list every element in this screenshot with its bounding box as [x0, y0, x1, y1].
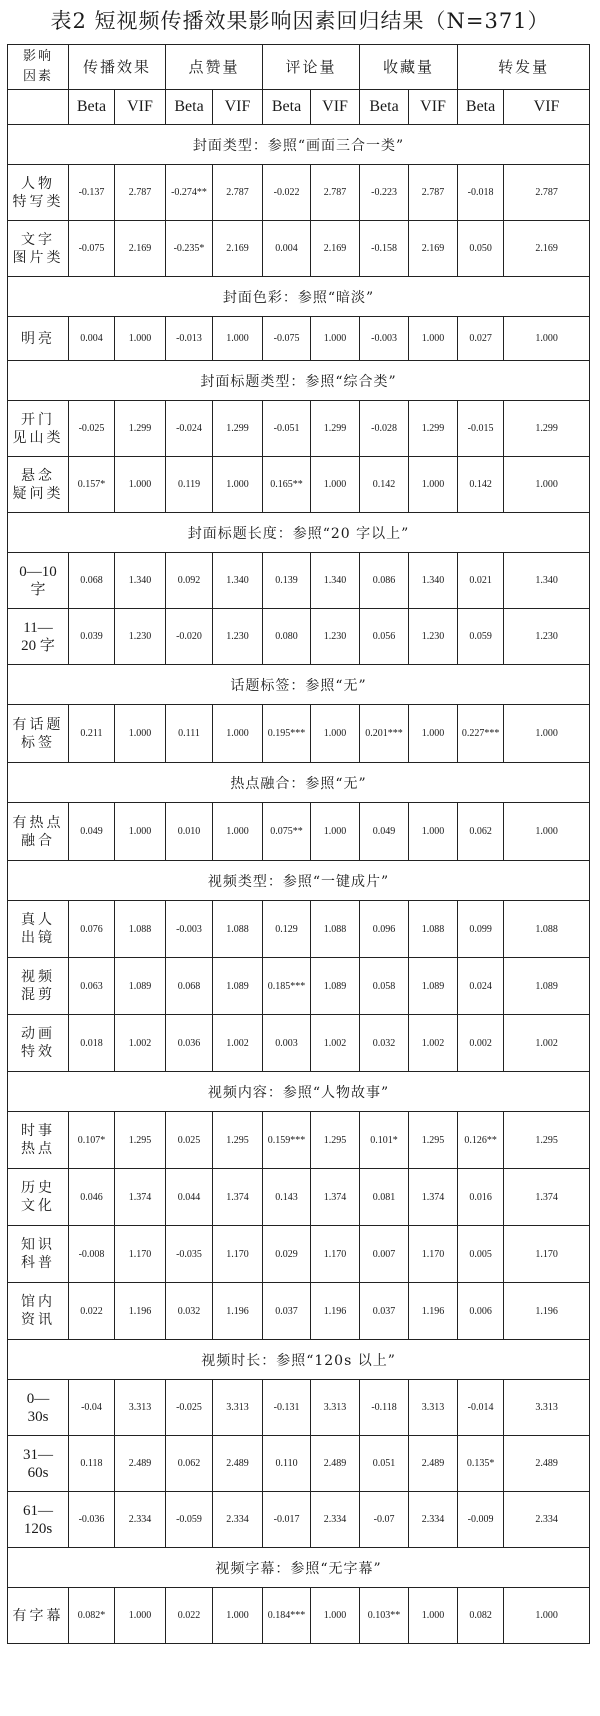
beta-cell: 0.075** [263, 803, 311, 861]
beta-cell: -0.118 [360, 1380, 409, 1436]
vif-cell: 1.000 [213, 317, 263, 361]
beta-cell: -0.036 [69, 1492, 115, 1548]
vif-cell: 1.170 [504, 1226, 590, 1283]
vif-cell: 1.295 [311, 1112, 360, 1169]
beta-cell: -0.051 [263, 401, 311, 457]
table-row [8, 401, 590, 457]
beta-cell: -0.158 [360, 221, 409, 277]
beta-cell: 0.096 [360, 901, 409, 958]
beta-cell: 0.103** [360, 1588, 409, 1644]
beta-cell: 0.037 [263, 1283, 311, 1340]
vif-cell: 1.295 [213, 1112, 263, 1169]
section-row [8, 277, 590, 317]
vif-cell: 1.088 [409, 901, 458, 958]
factor-label: 悬念 疑问类 [8, 457, 69, 513]
header-row-subcols [8, 90, 590, 125]
section-row [8, 1548, 590, 1588]
beta-cell: -0.008 [69, 1226, 115, 1283]
table-row [8, 1015, 590, 1072]
beta-cell: 0.126** [458, 1112, 504, 1169]
blank-header-cell [8, 90, 69, 125]
section-label: 视频类型：参照“一键成片” [8, 861, 590, 901]
beta-cell: -0.223 [360, 165, 409, 221]
vif-cell: 1.299 [409, 401, 458, 457]
vif-cell: 1.295 [115, 1112, 166, 1169]
vif-cell: 2.787 [213, 165, 263, 221]
table-row [8, 1283, 590, 1340]
vif-cell: 3.313 [409, 1380, 458, 1436]
vif-cell: 1.000 [504, 1588, 590, 1644]
vif-cell: 3.313 [213, 1380, 263, 1436]
beta-cell: 0.063 [69, 958, 115, 1015]
group-header: 收藏量 [360, 45, 458, 90]
vif-cell: 1.000 [409, 457, 458, 513]
vif-cell: 2.334 [213, 1492, 263, 1548]
vif-cell: 1.230 [311, 609, 360, 665]
beta-cell: -0.024 [166, 401, 213, 457]
beta-header: Beta [69, 90, 115, 125]
beta-cell: 0.050 [458, 221, 504, 277]
beta-cell: 0.195*** [263, 705, 311, 763]
vif-cell: 1.002 [409, 1015, 458, 1072]
beta-cell: 0.118 [69, 1436, 115, 1492]
beta-cell: -0.274** [166, 165, 213, 221]
table-row [8, 901, 590, 958]
beta-header: Beta [166, 90, 213, 125]
factor-label: 明亮 [8, 317, 69, 361]
beta-cell: 0.003 [263, 1015, 311, 1072]
beta-header: Beta [360, 90, 409, 125]
beta-cell: 0.024 [458, 958, 504, 1015]
beta-cell: -0.137 [69, 165, 115, 221]
beta-cell: 0.046 [69, 1169, 115, 1226]
beta-cell: 0.142 [360, 457, 409, 513]
vif-cell: 1.000 [115, 1588, 166, 1644]
beta-cell: 0.027 [458, 317, 504, 361]
table-row [8, 1588, 590, 1644]
vif-cell: 2.334 [504, 1492, 590, 1548]
section-row [8, 361, 590, 401]
beta-cell: 0.129 [263, 901, 311, 958]
vif-cell: 1.230 [504, 609, 590, 665]
section-row [8, 861, 590, 901]
vif-cell: 1.089 [409, 958, 458, 1015]
beta-cell: 0.201*** [360, 705, 409, 763]
group-header: 点赞量 [166, 45, 263, 90]
vif-header: VIF [115, 90, 166, 125]
beta-cell: 0.082* [69, 1588, 115, 1644]
vif-header: VIF [311, 90, 360, 125]
table-body [8, 45, 590, 1644]
vif-cell: 2.489 [504, 1436, 590, 1492]
beta-cell: 0.044 [166, 1169, 213, 1226]
section-label: 热点融合：参照“无” [8, 763, 590, 803]
vif-cell: 1.374 [504, 1169, 590, 1226]
beta-cell: 0.025 [166, 1112, 213, 1169]
section-label: 封面标题类型：参照“综合类” [8, 361, 590, 401]
table-row [8, 165, 590, 221]
regression-table [7, 44, 590, 1644]
section-row [8, 1072, 590, 1112]
beta-cell: 0.101* [360, 1112, 409, 1169]
beta-cell: 0.143 [263, 1169, 311, 1226]
beta-cell: 0.004 [263, 221, 311, 277]
vif-cell: 1.000 [311, 803, 360, 861]
table-row [8, 1380, 590, 1436]
vif-cell: 1.000 [213, 457, 263, 513]
beta-cell: 0.021 [458, 553, 504, 609]
beta-cell: 0.059 [458, 609, 504, 665]
factor-label: 馆内 资讯 [8, 1283, 69, 1340]
group-header: 传播效果 [69, 45, 166, 90]
vif-cell: 3.313 [311, 1380, 360, 1436]
vif-cell: 1.299 [311, 401, 360, 457]
beta-cell: 0.080 [263, 609, 311, 665]
vif-cell: 1.295 [409, 1112, 458, 1169]
vif-cell: 2.489 [115, 1436, 166, 1492]
vif-cell: 1.170 [409, 1226, 458, 1283]
section-row [8, 125, 590, 165]
factor-label: 文字 图片类 [8, 221, 69, 277]
vif-cell: 1.002 [504, 1015, 590, 1072]
section-row [8, 665, 590, 705]
table-row [8, 553, 590, 609]
vif-cell: 1.000 [409, 705, 458, 763]
beta-cell: 0.139 [263, 553, 311, 609]
beta-cell: -0.017 [263, 1492, 311, 1548]
vif-cell: 1.000 [115, 705, 166, 763]
beta-cell: 0.010 [166, 803, 213, 861]
vif-cell: 2.787 [409, 165, 458, 221]
section-label: 视频字幕：参照“无字幕” [8, 1548, 590, 1588]
section-label: 视频内容：参照“人物故事” [8, 1072, 590, 1112]
vif-cell: 1.000 [504, 317, 590, 361]
beta-cell: 0.107* [69, 1112, 115, 1169]
beta-cell: -0.003 [360, 317, 409, 361]
beta-cell: -0.07 [360, 1492, 409, 1548]
table-row [8, 1169, 590, 1226]
beta-cell: 0.142 [458, 457, 504, 513]
section-row [8, 1340, 590, 1380]
beta-cell: 0.036 [166, 1015, 213, 1072]
factor-label: 动画 特效 [8, 1015, 69, 1072]
section-label: 封面类型：参照“画面三合一类” [8, 125, 590, 165]
beta-cell: 0.211 [69, 705, 115, 763]
vif-cell: 1.000 [409, 317, 458, 361]
vif-cell: 1.230 [213, 609, 263, 665]
beta-cell: 0.185*** [263, 958, 311, 1015]
vif-cell: 1.000 [213, 803, 263, 861]
group-header: 评论量 [263, 45, 360, 90]
vif-cell: 1.295 [504, 1112, 590, 1169]
vif-cell: 1.000 [409, 803, 458, 861]
beta-cell: -0.235* [166, 221, 213, 277]
vif-cell: 2.334 [311, 1492, 360, 1548]
vif-cell: 2.334 [409, 1492, 458, 1548]
vif-cell: 1.000 [311, 1588, 360, 1644]
beta-cell: -0.003 [166, 901, 213, 958]
section-label: 视频时长：参照“120s 以上” [8, 1340, 590, 1380]
vif-cell: 1.000 [409, 1588, 458, 1644]
vif-cell: 2.489 [213, 1436, 263, 1492]
beta-cell: 0.058 [360, 958, 409, 1015]
vif-header: VIF [213, 90, 263, 125]
beta-cell: 0.002 [458, 1015, 504, 1072]
vif-cell: 1.000 [213, 705, 263, 763]
table-row [8, 958, 590, 1015]
beta-cell: 0.029 [263, 1226, 311, 1283]
vif-cell: 1.000 [504, 457, 590, 513]
vif-cell: 1.374 [213, 1169, 263, 1226]
beta-cell: 0.099 [458, 901, 504, 958]
table-row [8, 705, 590, 763]
beta-cell: 0.016 [458, 1169, 504, 1226]
vif-cell: 1.088 [213, 901, 263, 958]
group-header: 转发量 [458, 45, 590, 90]
vif-cell: 2.169 [115, 221, 166, 277]
vif-cell: 1.299 [504, 401, 590, 457]
beta-cell: 0.157* [69, 457, 115, 513]
vif-cell: 1.000 [115, 803, 166, 861]
vif-cell: 1.088 [115, 901, 166, 958]
beta-cell: 0.037 [360, 1283, 409, 1340]
beta-cell: -0.025 [69, 401, 115, 457]
vif-cell: 1.000 [115, 457, 166, 513]
vif-cell: 1.170 [115, 1226, 166, 1283]
beta-cell: -0.018 [458, 165, 504, 221]
vif-cell: 3.313 [504, 1380, 590, 1436]
factor-label: 视频 混剪 [8, 958, 69, 1015]
beta-cell: -0.015 [458, 401, 504, 457]
beta-header: Beta [458, 90, 504, 125]
vif-cell: 2.169 [504, 221, 590, 277]
beta-cell: 0.076 [69, 901, 115, 958]
vif-cell: 1.089 [115, 958, 166, 1015]
vif-cell: 1.088 [504, 901, 590, 958]
beta-cell: -0.028 [360, 401, 409, 457]
beta-cell: 0.227*** [458, 705, 504, 763]
vif-header: VIF [504, 90, 590, 125]
beta-header: Beta [263, 90, 311, 125]
vif-cell: 1.340 [409, 553, 458, 609]
beta-cell: 0.062 [458, 803, 504, 861]
beta-cell: 0.110 [263, 1436, 311, 1492]
beta-cell: 0.022 [69, 1283, 115, 1340]
vif-cell: 1.340 [115, 553, 166, 609]
beta-cell: 0.056 [360, 609, 409, 665]
beta-cell: 0.049 [360, 803, 409, 861]
vif-cell: 1.002 [311, 1015, 360, 1072]
table-row [8, 1436, 590, 1492]
vif-cell: 1.089 [504, 958, 590, 1015]
beta-cell: -0.075 [263, 317, 311, 361]
factor-label: 真人 出镜 [8, 901, 69, 958]
factor-label: 人物 特写类 [8, 165, 69, 221]
factor-label: 有字幕 [8, 1588, 69, 1644]
table-row [8, 457, 590, 513]
beta-cell: 0.049 [69, 803, 115, 861]
beta-cell: 0.018 [69, 1015, 115, 1072]
vif-cell: 1.089 [213, 958, 263, 1015]
vif-cell: 1.374 [311, 1169, 360, 1226]
vif-cell: 1.196 [115, 1283, 166, 1340]
vif-cell: 1.000 [311, 457, 360, 513]
vif-cell: 2.489 [311, 1436, 360, 1492]
beta-cell: 0.135* [458, 1436, 504, 1492]
beta-cell: 0.062 [166, 1436, 213, 1492]
beta-cell: -0.04 [69, 1380, 115, 1436]
section-row [8, 513, 590, 553]
beta-cell: 0.005 [458, 1226, 504, 1283]
vif-cell: 1.196 [504, 1283, 590, 1340]
factor-label: 历史 文化 [8, 1169, 69, 1226]
vif-cell: 1.088 [311, 901, 360, 958]
factor-label: 11— 20 字 [8, 609, 69, 665]
beta-cell: 0.082 [458, 1588, 504, 1644]
vif-cell: 1.340 [213, 553, 263, 609]
vif-cell: 1.170 [213, 1226, 263, 1283]
table-row [8, 1112, 590, 1169]
vif-cell: 1.000 [504, 705, 590, 763]
vif-cell: 1.000 [213, 1588, 263, 1644]
vif-header: VIF [409, 90, 458, 125]
beta-cell: 0.111 [166, 705, 213, 763]
factor-label: 0—10 字 [8, 553, 69, 609]
beta-cell: -0.035 [166, 1226, 213, 1283]
vif-cell: 2.169 [311, 221, 360, 277]
vif-cell: 1.374 [409, 1169, 458, 1226]
factor-label: 开门 见山类 [8, 401, 69, 457]
vif-cell: 1.196 [409, 1283, 458, 1340]
table-row [8, 1226, 590, 1283]
beta-cell: 0.032 [360, 1015, 409, 1072]
beta-cell: 0.004 [69, 317, 115, 361]
factor-label: 61— 120s [8, 1492, 69, 1548]
beta-cell: -0.009 [458, 1492, 504, 1548]
beta-cell: 0.007 [360, 1226, 409, 1283]
factor-label: 有话题 标签 [8, 705, 69, 763]
beta-cell: 0.165** [263, 457, 311, 513]
beta-cell: 0.068 [69, 553, 115, 609]
beta-cell: -0.059 [166, 1492, 213, 1548]
vif-cell: 1.000 [115, 317, 166, 361]
vif-cell: 2.787 [115, 165, 166, 221]
factor-label: 有热点 融合 [8, 803, 69, 861]
beta-cell: -0.022 [263, 165, 311, 221]
section-label: 话题标签：参照“无” [8, 665, 590, 705]
section-row [8, 763, 590, 803]
table-row [8, 317, 590, 361]
table-row [8, 221, 590, 277]
beta-cell: 0.006 [458, 1283, 504, 1340]
table-title: 表2 短视频传播效果影响因素回归结果（N=371） [50, 9, 550, 33]
beta-cell: 0.068 [166, 958, 213, 1015]
factor-label: 时事 热点 [8, 1112, 69, 1169]
vif-cell: 1.002 [115, 1015, 166, 1072]
beta-cell: 0.159*** [263, 1112, 311, 1169]
vif-cell: 1.196 [311, 1283, 360, 1340]
vif-cell: 1.170 [311, 1226, 360, 1283]
beta-cell: -0.075 [69, 221, 115, 277]
beta-cell: -0.131 [263, 1380, 311, 1436]
vif-cell: 1.340 [504, 553, 590, 609]
vif-cell: 1.000 [311, 705, 360, 763]
vif-cell: 2.334 [115, 1492, 166, 1548]
vif-cell: 2.787 [504, 165, 590, 221]
beta-cell: 0.081 [360, 1169, 409, 1226]
beta-cell: 0.184*** [263, 1588, 311, 1644]
vif-cell: 3.313 [115, 1380, 166, 1436]
factor-label: 31— 60s [8, 1436, 69, 1492]
vif-cell: 1.002 [213, 1015, 263, 1072]
factor-label: 知识 科普 [8, 1226, 69, 1283]
beta-cell: -0.014 [458, 1380, 504, 1436]
beta-cell: 0.039 [69, 609, 115, 665]
beta-cell: -0.025 [166, 1380, 213, 1436]
vif-cell: 1.196 [213, 1283, 263, 1340]
vif-cell: 1.230 [115, 609, 166, 665]
beta-cell: 0.092 [166, 553, 213, 609]
section-label: 封面色彩：参照“暗淡” [8, 277, 590, 317]
vif-cell: 1.089 [311, 958, 360, 1015]
beta-cell: 0.022 [166, 1588, 213, 1644]
table-row [8, 1492, 590, 1548]
vif-cell: 1.000 [504, 803, 590, 861]
table-row [8, 609, 590, 665]
vif-cell: 2.489 [409, 1436, 458, 1492]
table-row [8, 803, 590, 861]
vif-cell: 1.340 [311, 553, 360, 609]
beta-cell: 0.051 [360, 1436, 409, 1492]
vif-cell: 1.374 [115, 1169, 166, 1226]
beta-cell: -0.020 [166, 609, 213, 665]
beta-cell: 0.119 [166, 457, 213, 513]
vif-cell: 1.000 [311, 317, 360, 361]
vif-cell: 1.299 [213, 401, 263, 457]
header-row-groups [8, 45, 590, 90]
vif-cell: 2.787 [311, 165, 360, 221]
beta-cell: 0.086 [360, 553, 409, 609]
vif-cell: 2.169 [213, 221, 263, 277]
beta-cell: 0.032 [166, 1283, 213, 1340]
section-label: 封面标题长度：参照“20 字以上” [8, 513, 590, 553]
factor-label: 0— 30s [8, 1380, 69, 1436]
vif-cell: 2.169 [409, 221, 458, 277]
vif-cell: 1.230 [409, 609, 458, 665]
vif-cell: 1.299 [115, 401, 166, 457]
factor-header: 影响 因素 [8, 45, 69, 90]
beta-cell: -0.013 [166, 317, 213, 361]
